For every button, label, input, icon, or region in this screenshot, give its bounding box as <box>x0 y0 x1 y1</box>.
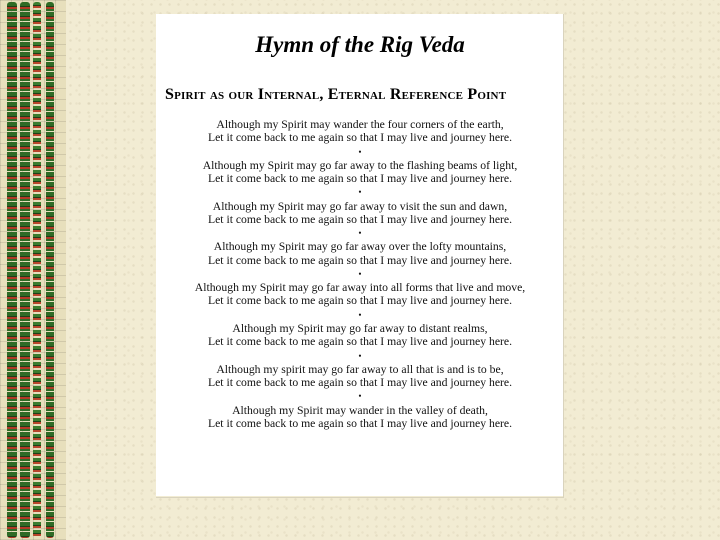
stanza <box>160 322 560 349</box>
bullet-separator: • <box>358 391 362 402</box>
stanza-line: Although my Spirit may wander the four corners of the earth, <box>216 118 504 131</box>
stanza-line: Although my spirit may go far away to all that is and is to be, <box>216 362 504 376</box>
stanza <box>160 118 560 145</box>
stanza-line: Although my Spirit may wander in the valley of death, <box>232 403 488 417</box>
stanza-refrain: Let it come back to me again so that I may live and journey here. <box>207 335 513 349</box>
stanza <box>160 363 560 390</box>
decorative-chain <box>7 2 17 538</box>
slide-subtitle: Spirit as our Internal, Eternal Reference Point <box>165 86 507 103</box>
bullet-separator: • <box>358 350 362 361</box>
stanza-refrain: Let it come back to me again so that I may live and journey here. <box>207 253 513 267</box>
stanza-line: Although my Spirit may go far away over the lofty mountains, <box>213 240 507 254</box>
bullet-separator: • <box>358 268 362 279</box>
stanza <box>160 404 560 431</box>
stanza-line: Although my Spirit may go far away to visit the sun and dawn, <box>212 199 508 213</box>
stanza-refrain: Let it come back to me again so that I may live and journey here. <box>207 294 513 308</box>
stanza-refrain: Let it come back to me again so that I may live and journey here. <box>207 212 513 226</box>
bullet-separator: • <box>358 309 362 320</box>
stanza-line: Although my Spirit may go far away to the flashing beams of light, <box>202 158 518 172</box>
stanza-line: Although my Spirit may go far away into all forms that live and move, <box>194 281 526 295</box>
bullet-separator: • <box>358 187 362 198</box>
decorative-left-border <box>0 0 66 540</box>
stanza-line: Although my Spirit may go far away to distant realms, <box>232 321 488 335</box>
slide-title: Hymn of the Rig Veda <box>255 32 465 57</box>
stanza-refrain: Let it come back to me again so that I may live and journey here. <box>207 172 513 186</box>
page-edge-bottom <box>156 497 564 498</box>
stanza-refrain: Let it come back to me again so that I may live and journey here. <box>207 376 513 390</box>
stanza-refrain: Let it come back to me again so that I may live and journey here. <box>207 131 513 145</box>
bullet-separator: • <box>358 228 362 239</box>
stanza <box>160 200 560 227</box>
decorative-chain <box>33 2 41 538</box>
decorative-chain <box>46 2 54 538</box>
stanza-refrain: Let it come back to me again so that I may live and journey here. <box>207 416 513 430</box>
stanza <box>160 240 560 267</box>
decorative-chain <box>20 2 30 538</box>
hymn-text <box>160 118 560 430</box>
bullet-separator: • <box>358 146 362 157</box>
stanza <box>160 281 560 308</box>
stanza <box>160 159 560 186</box>
